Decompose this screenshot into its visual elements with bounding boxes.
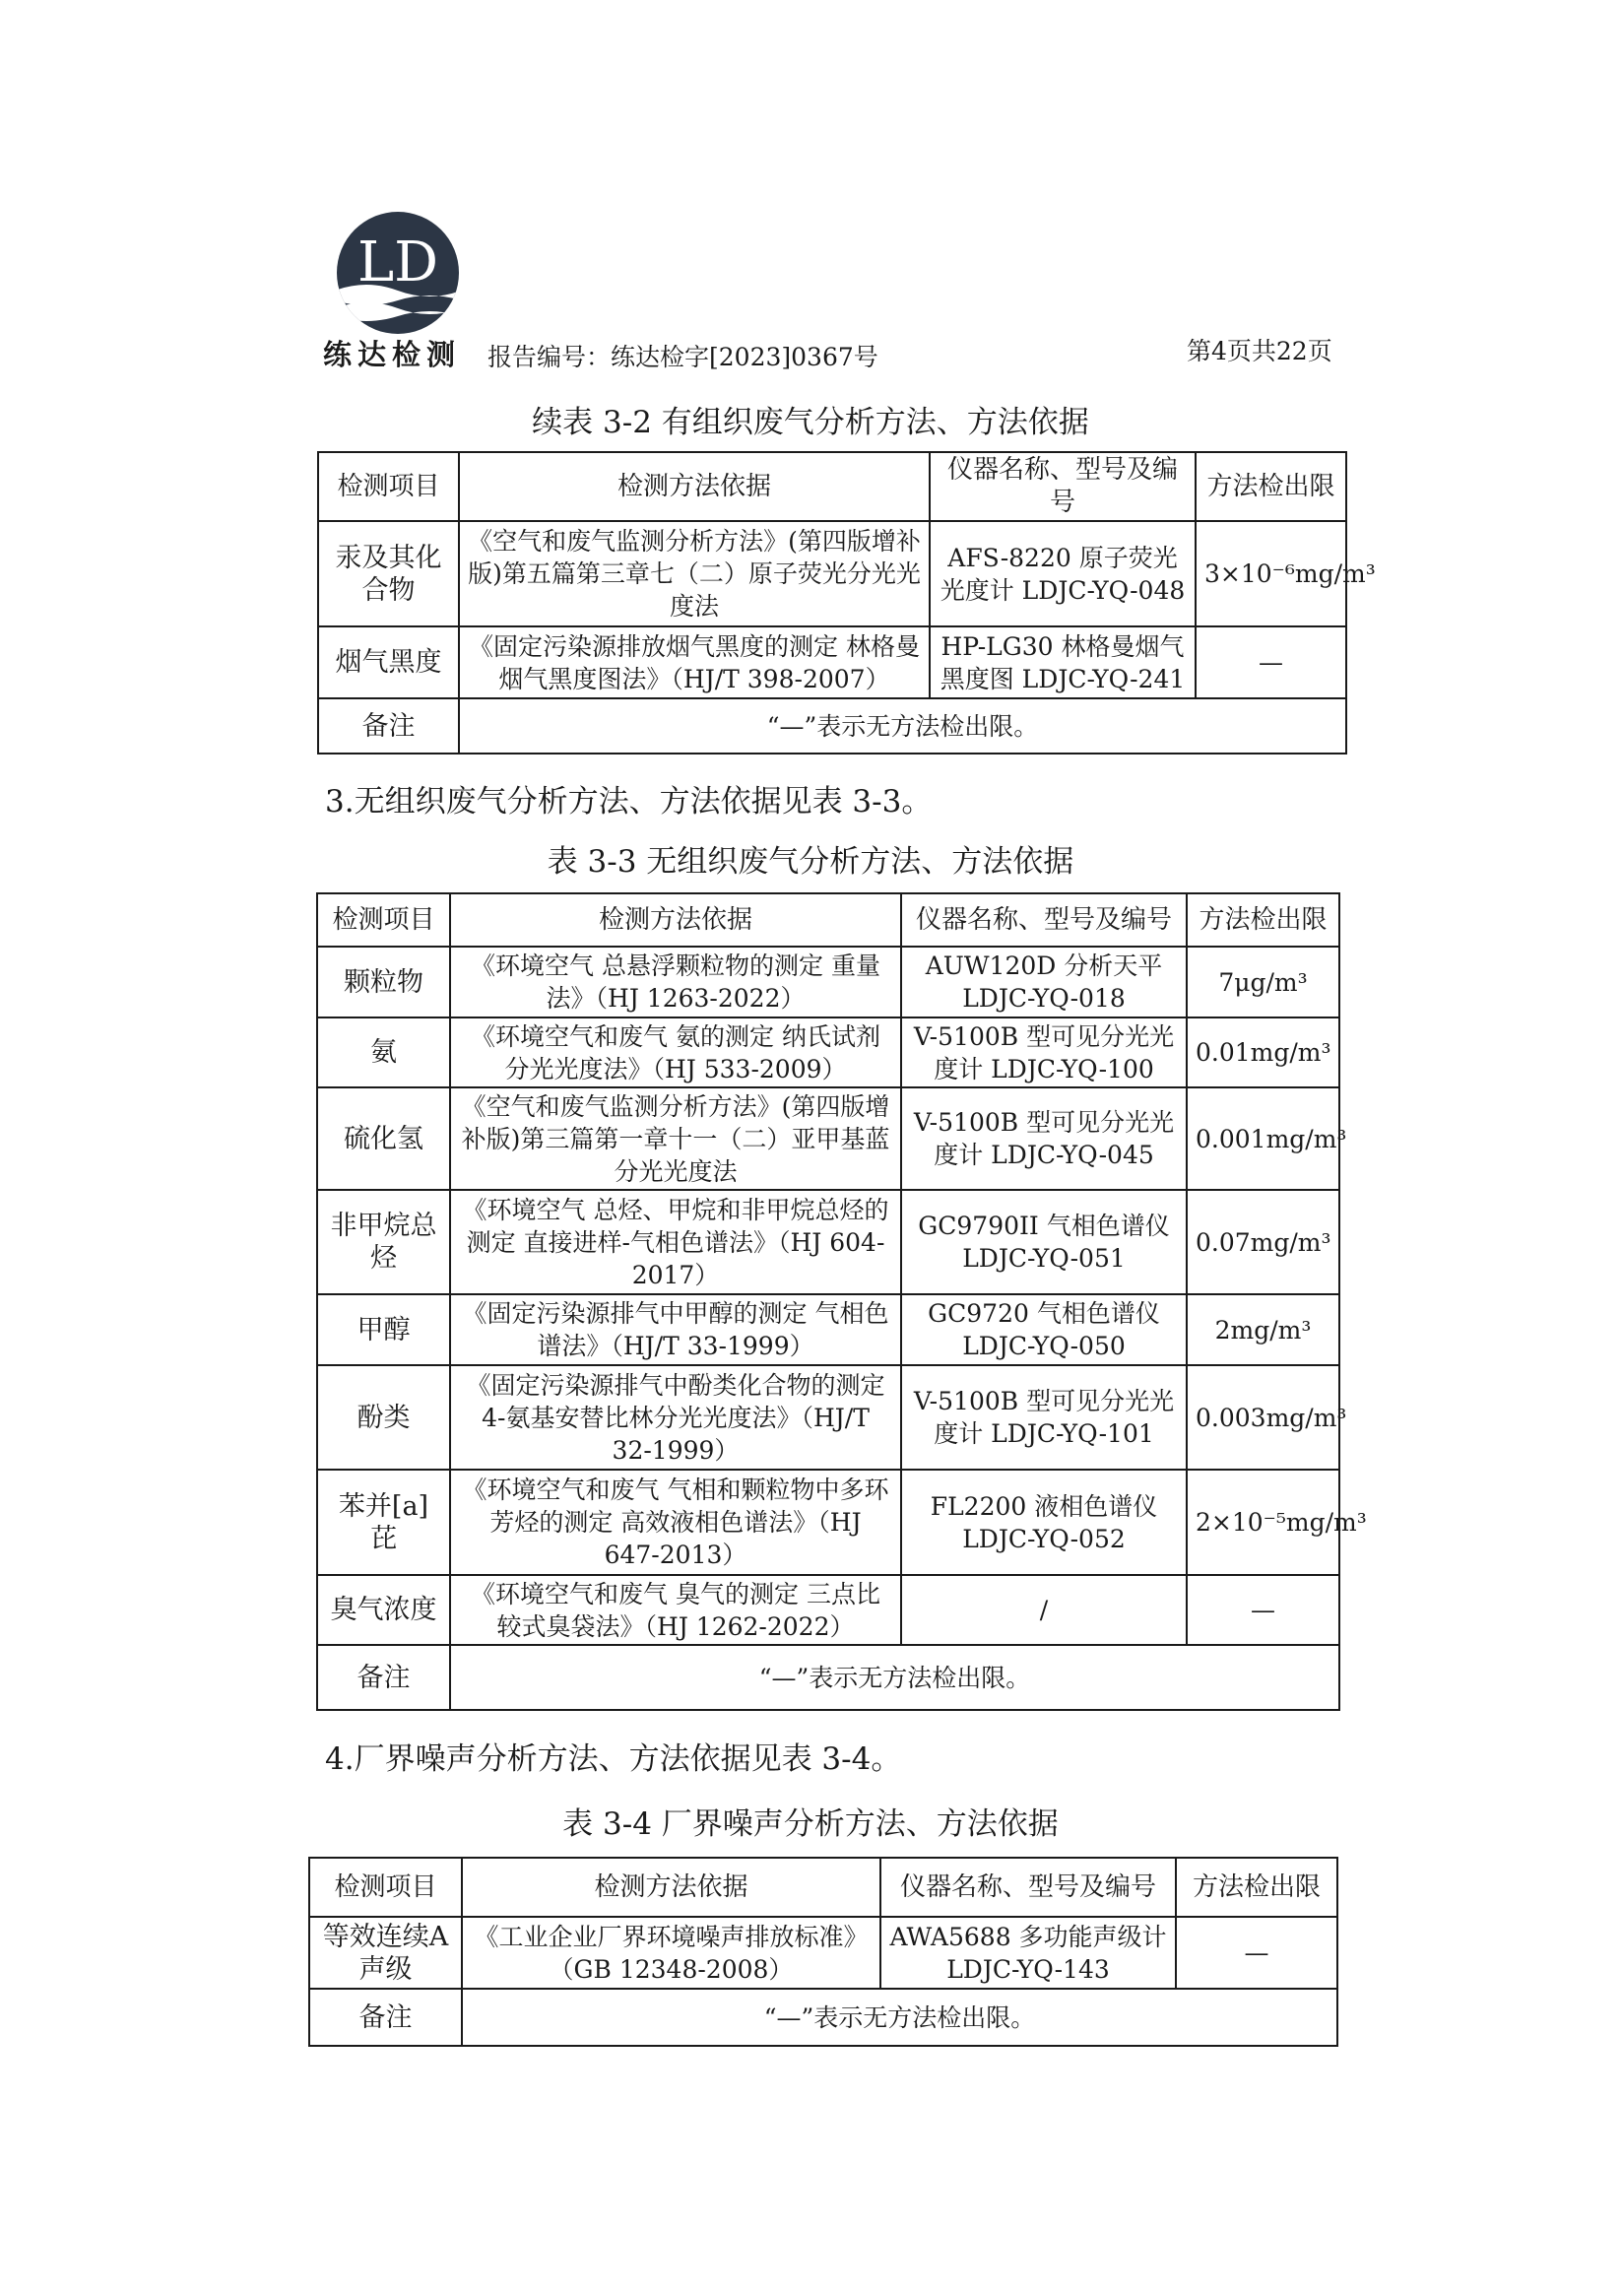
cell-item: 颗粒物 [317,947,450,1017]
cell-method: 《空气和废气监测分析方法》(第四版增补版)第三篇第一章十一（二）亚甲基蓝分光光度法 [450,1087,901,1190]
note-text: “—”表示无方法检出限。 [459,698,1346,754]
cell-limit: 2×10⁻⁵mg/m³ [1187,1470,1339,1575]
table-row [317,1470,1339,1575]
company-name: 练达检测 [323,338,462,371]
cell-item: 汞及其化合物 [318,521,459,626]
company-logo [335,210,461,336]
table-header-cell: 检测方法依据 [459,452,930,521]
table-header-cell: 方法检出限 [1176,1858,1337,1917]
report-number: 报告编号：练达检字[2023]0367号 [487,343,878,371]
cell-limit: 2mg/m³ [1187,1294,1339,1365]
table-3-4-caption: 表 3-4 厂界噪声分析方法、方法依据 [562,1806,1059,1842]
cell-item: 苯并[a]芘 [317,1470,450,1575]
table-row [309,1917,1337,1989]
cell-method: 《环境空气和废气 臭气的测定 三点比较式臭袋法》（HJ 1262-2022） [450,1575,901,1645]
cell-instrument: HP-LG30 林格曼烟气黑度图 LDJC-YQ-241 [930,626,1196,698]
cell-item: 非甲烷总烃 [317,1190,450,1294]
table-row [317,1365,1339,1470]
cell-method: 《环境空气和废气 气相和颗粒物中多环芳烃的测定 高效液相色谱法》（HJ 647-2013） [450,1470,901,1575]
page-number: 第4页共22页 [1187,337,1332,365]
cell-instrument: AFS-8220 原子荧光光度计 LDJC-YQ-048 [930,521,1196,626]
cell-instrument: FL2200 液相色谱仪 LDJC-YQ-052 [901,1470,1187,1575]
table-row [317,947,1339,1017]
cell-limit: 0.003mg/m³ [1187,1365,1339,1470]
cell-method: 《环境空气 总悬浮颗粒物的测定 重量法》（HJ 1263-2022） [450,947,901,1017]
cell-limit: 7μg/m³ [1187,947,1339,1017]
table-header-row [317,893,1339,947]
cell-item: 等效连续A 声级 [309,1917,462,1989]
table-row [318,521,1346,626]
table-header-cell: 仪器名称、型号及编号 [901,893,1187,947]
table-row [317,1575,1339,1645]
note-text: “—”表示无方法检出限。 [450,1645,1339,1710]
table-header-cell: 方法检出限 [1187,893,1339,947]
note-label: 备注 [318,698,459,754]
table-header-cell: 检测项目 [317,893,450,947]
cell-method: 《环境空气和废气 氨的测定 纳氏试剂分光光度法》（HJ 533-2009） [450,1017,901,1087]
cell-item: 硫化氢 [317,1087,450,1190]
cell-limit: 0.01mg/m³ [1187,1017,1339,1087]
cell-item: 烟气黑度 [318,626,459,698]
table-header-cell: 检测方法依据 [462,1858,880,1917]
section-4-heading: 4.厂界噪声分析方法、方法依据见表 3-4。 [325,1741,902,1777]
table-header-cell: 检测方法依据 [450,893,901,947]
section-3-heading: 3.无组织废气分析方法、方法依据见表 3-3。 [325,784,933,820]
table-3-3-caption: 表 3-3 无组织废气分析方法、方法依据 [547,844,1074,880]
logo-text: LD [357,230,439,295]
table-header-row [309,1858,1337,1917]
cell-limit: — [1196,626,1346,698]
cell-method: 《固定污染源排气中酚类化合物的测定 4-氨基安替比林分光光度法》（HJ/T 32-1999） [450,1365,901,1470]
table-row [317,1294,1339,1365]
cell-method: 《固定污染源排放烟气黑度的测定 林格曼烟气黑度图法》（HJ/T 398-2007） [459,626,930,698]
table-header-cell: 仪器名称、型号及编号 [930,452,1196,521]
note-label: 备注 [309,1989,462,2046]
cell-limit: — [1176,1917,1337,1989]
cell-instrument: V-5100B 型可见分光光度计 LDJC-YQ-100 [901,1017,1187,1087]
cell-limit: 3×10⁻⁶mg/m³ [1196,521,1346,626]
cell-instrument: / [901,1575,1187,1645]
cell-instrument: AWA5688 多功能声级计 LDJC-YQ-143 [880,1917,1176,1989]
table-3-2-caption: 续表 3-2 有组织废气分析方法、方法依据 [532,405,1089,440]
cell-instrument: V-5100B 型可见分光光度计 LDJC-YQ-045 [901,1087,1187,1190]
table-row [317,1190,1339,1294]
cell-limit: — [1187,1575,1339,1645]
table-row [318,626,1346,698]
cell-instrument: GC9790II 气相色谱仪 LDJC-YQ-051 [901,1190,1187,1294]
table-row [317,1087,1339,1190]
cell-item: 臭气浓度 [317,1575,450,1645]
cell-item: 甲醇 [317,1294,450,1365]
cell-item: 酚类 [317,1365,450,1470]
table-row [317,1017,1339,1087]
table-header-cell: 方法检出限 [1196,452,1346,521]
table-header-cell: 检测项目 [309,1858,462,1917]
cell-method: 《固定污染源排气中甲醇的测定 气相色谱法》（HJ/T 33-1999） [450,1294,901,1365]
note-label: 备注 [317,1645,450,1710]
cell-item: 氨 [317,1017,450,1087]
cell-method: 《空气和废气监测分析方法》(第四版增补版)第五篇第三章七（二）原子荧光分光光度法 [459,521,930,626]
cell-instrument: V-5100B 型可见分光光度计 LDJC-YQ-101 [901,1365,1187,1470]
table-3-3 [316,892,1367,1711]
cell-method: 《环境空气 总烃、甲烷和非甲烷总烃的测定 直接进样-气相色谱法》（HJ 604-2017） [450,1190,901,1294]
table-note-row [309,1989,1337,2046]
table-header-cell: 仪器名称、型号及编号 [880,1858,1176,1917]
cell-instrument: GC9720 气相色谱仪 LDJC-YQ-050 [901,1294,1187,1365]
cell-instrument: AUW120D 分析天平 LDJC-YQ-018 [901,947,1187,1017]
table-header-cell: 检测项目 [318,452,459,521]
cell-limit: 0.07mg/m³ [1187,1190,1339,1294]
table-3-2 [317,451,1376,754]
cell-limit: 0.001mg/m³ [1187,1087,1339,1190]
table-header-row [318,452,1346,521]
table-note-row [317,1645,1339,1710]
note-text: “—”表示无方法检出限。 [462,1989,1337,2046]
table-3-4 [308,1857,1338,2047]
table-note-row [318,698,1346,754]
cell-method: 《工业企业厂界环境噪声排放标准》（GB 12348-2008） [462,1917,880,1989]
